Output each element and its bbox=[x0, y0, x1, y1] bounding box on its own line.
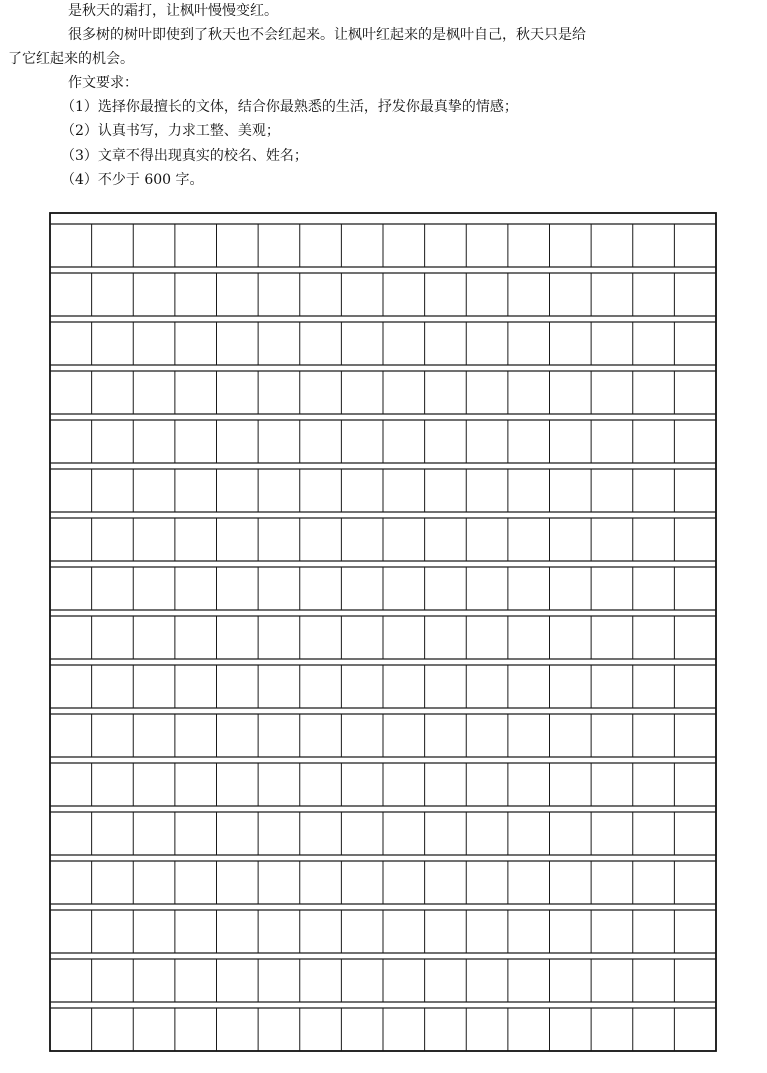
requirement-item-3: （3）文章不得出现真实的校名、姓名； bbox=[61, 148, 308, 164]
requirement-item-2: （2）认真书写，力求工整、美观； bbox=[61, 123, 280, 139]
requirement-item-4: （4）不少于 600 字。 bbox=[61, 172, 204, 188]
passage-line-2: 很多树的树叶即使到了秋天也不会红起来。让枫叶红起来的是枫叶自己，秋天只是给 bbox=[68, 27, 586, 43]
passage-line-1: 是秋天的霜打，让枫叶慢慢变红。 bbox=[68, 3, 278, 19]
requirements-heading: 作文要求： bbox=[68, 75, 138, 91]
requirement-item-1: （1）选择你最擅长的文体，结合你最熟悉的生活，抒发你最真挚的情感； bbox=[61, 99, 518, 115]
passage-line-3: 了它红起来的机会。 bbox=[8, 51, 134, 67]
